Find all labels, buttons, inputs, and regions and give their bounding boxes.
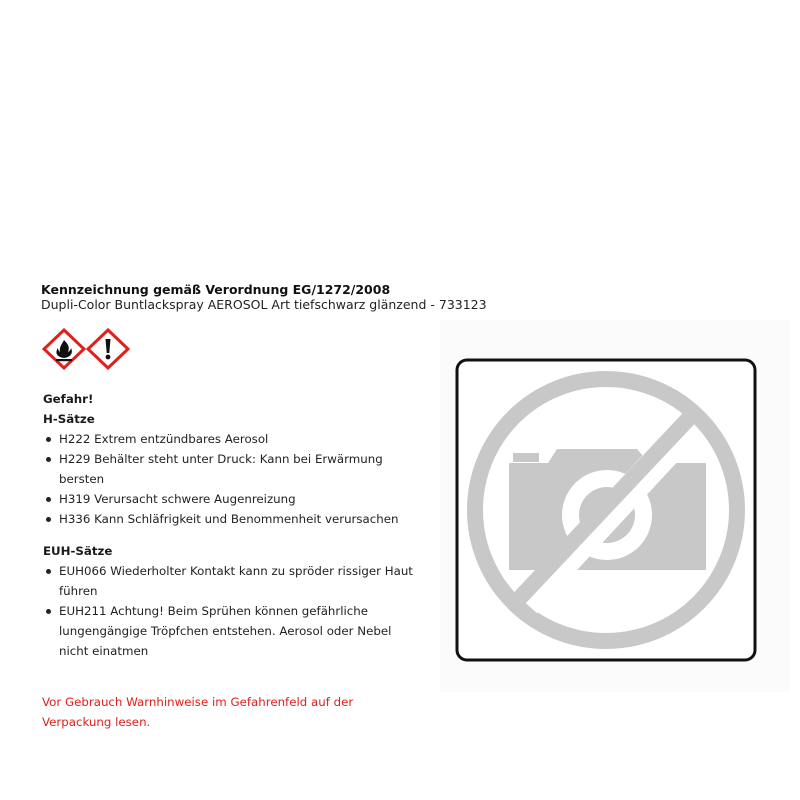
list-item: H229 Behälter steht unter Druck: Kann bei Erwärmung bersten [43, 449, 423, 489]
label-heading: Kennzeichnung gemäß Verordnung EG/1272/2008 [41, 282, 391, 297]
ghs-pictograms [42, 328, 130, 370]
euh-statements [43, 541, 413, 661]
list-item: H222 Extrem entzündbares Aerosol [43, 429, 423, 449]
h-saetze-title: H-Sätze [43, 412, 95, 426]
h-saetze-list [43, 429, 423, 529]
list-item: H319 Verursacht schwere Augenreizung [43, 489, 423, 509]
product-name: Dupli-Color Buntlackspray AEROSOL Art tiefschwarz glänzend - 733123 [41, 297, 487, 312]
euh-saetze-title: EUH-Sätze [43, 544, 113, 558]
signal-word: Gefahr! [43, 392, 94, 406]
exclamation-icon [86, 328, 130, 370]
euh-saetze-list [43, 561, 413, 661]
list-item: EUH066 Wiederholter Kontakt kann zu spröder rissiger Haut führen [43, 561, 413, 601]
no-photo-icon [440, 320, 790, 692]
list-item: EUH211 Achtung! Beim Sprühen können gefährliche lungengängige Tröpfchen entstehen. Aerosol oder Nebel nicht einatmen [43, 601, 413, 661]
warning-note: Vor Gebrauch Warnhinweise im Gefahrenfeld auf der Verpackung lesen. [42, 695, 354, 729]
flame-icon [42, 328, 86, 370]
list-item: H336 Kann Schläfrigkeit und Benommenheit verursachen [43, 509, 423, 529]
hazard-statements [43, 389, 423, 529]
image-placeholder [440, 320, 790, 692]
